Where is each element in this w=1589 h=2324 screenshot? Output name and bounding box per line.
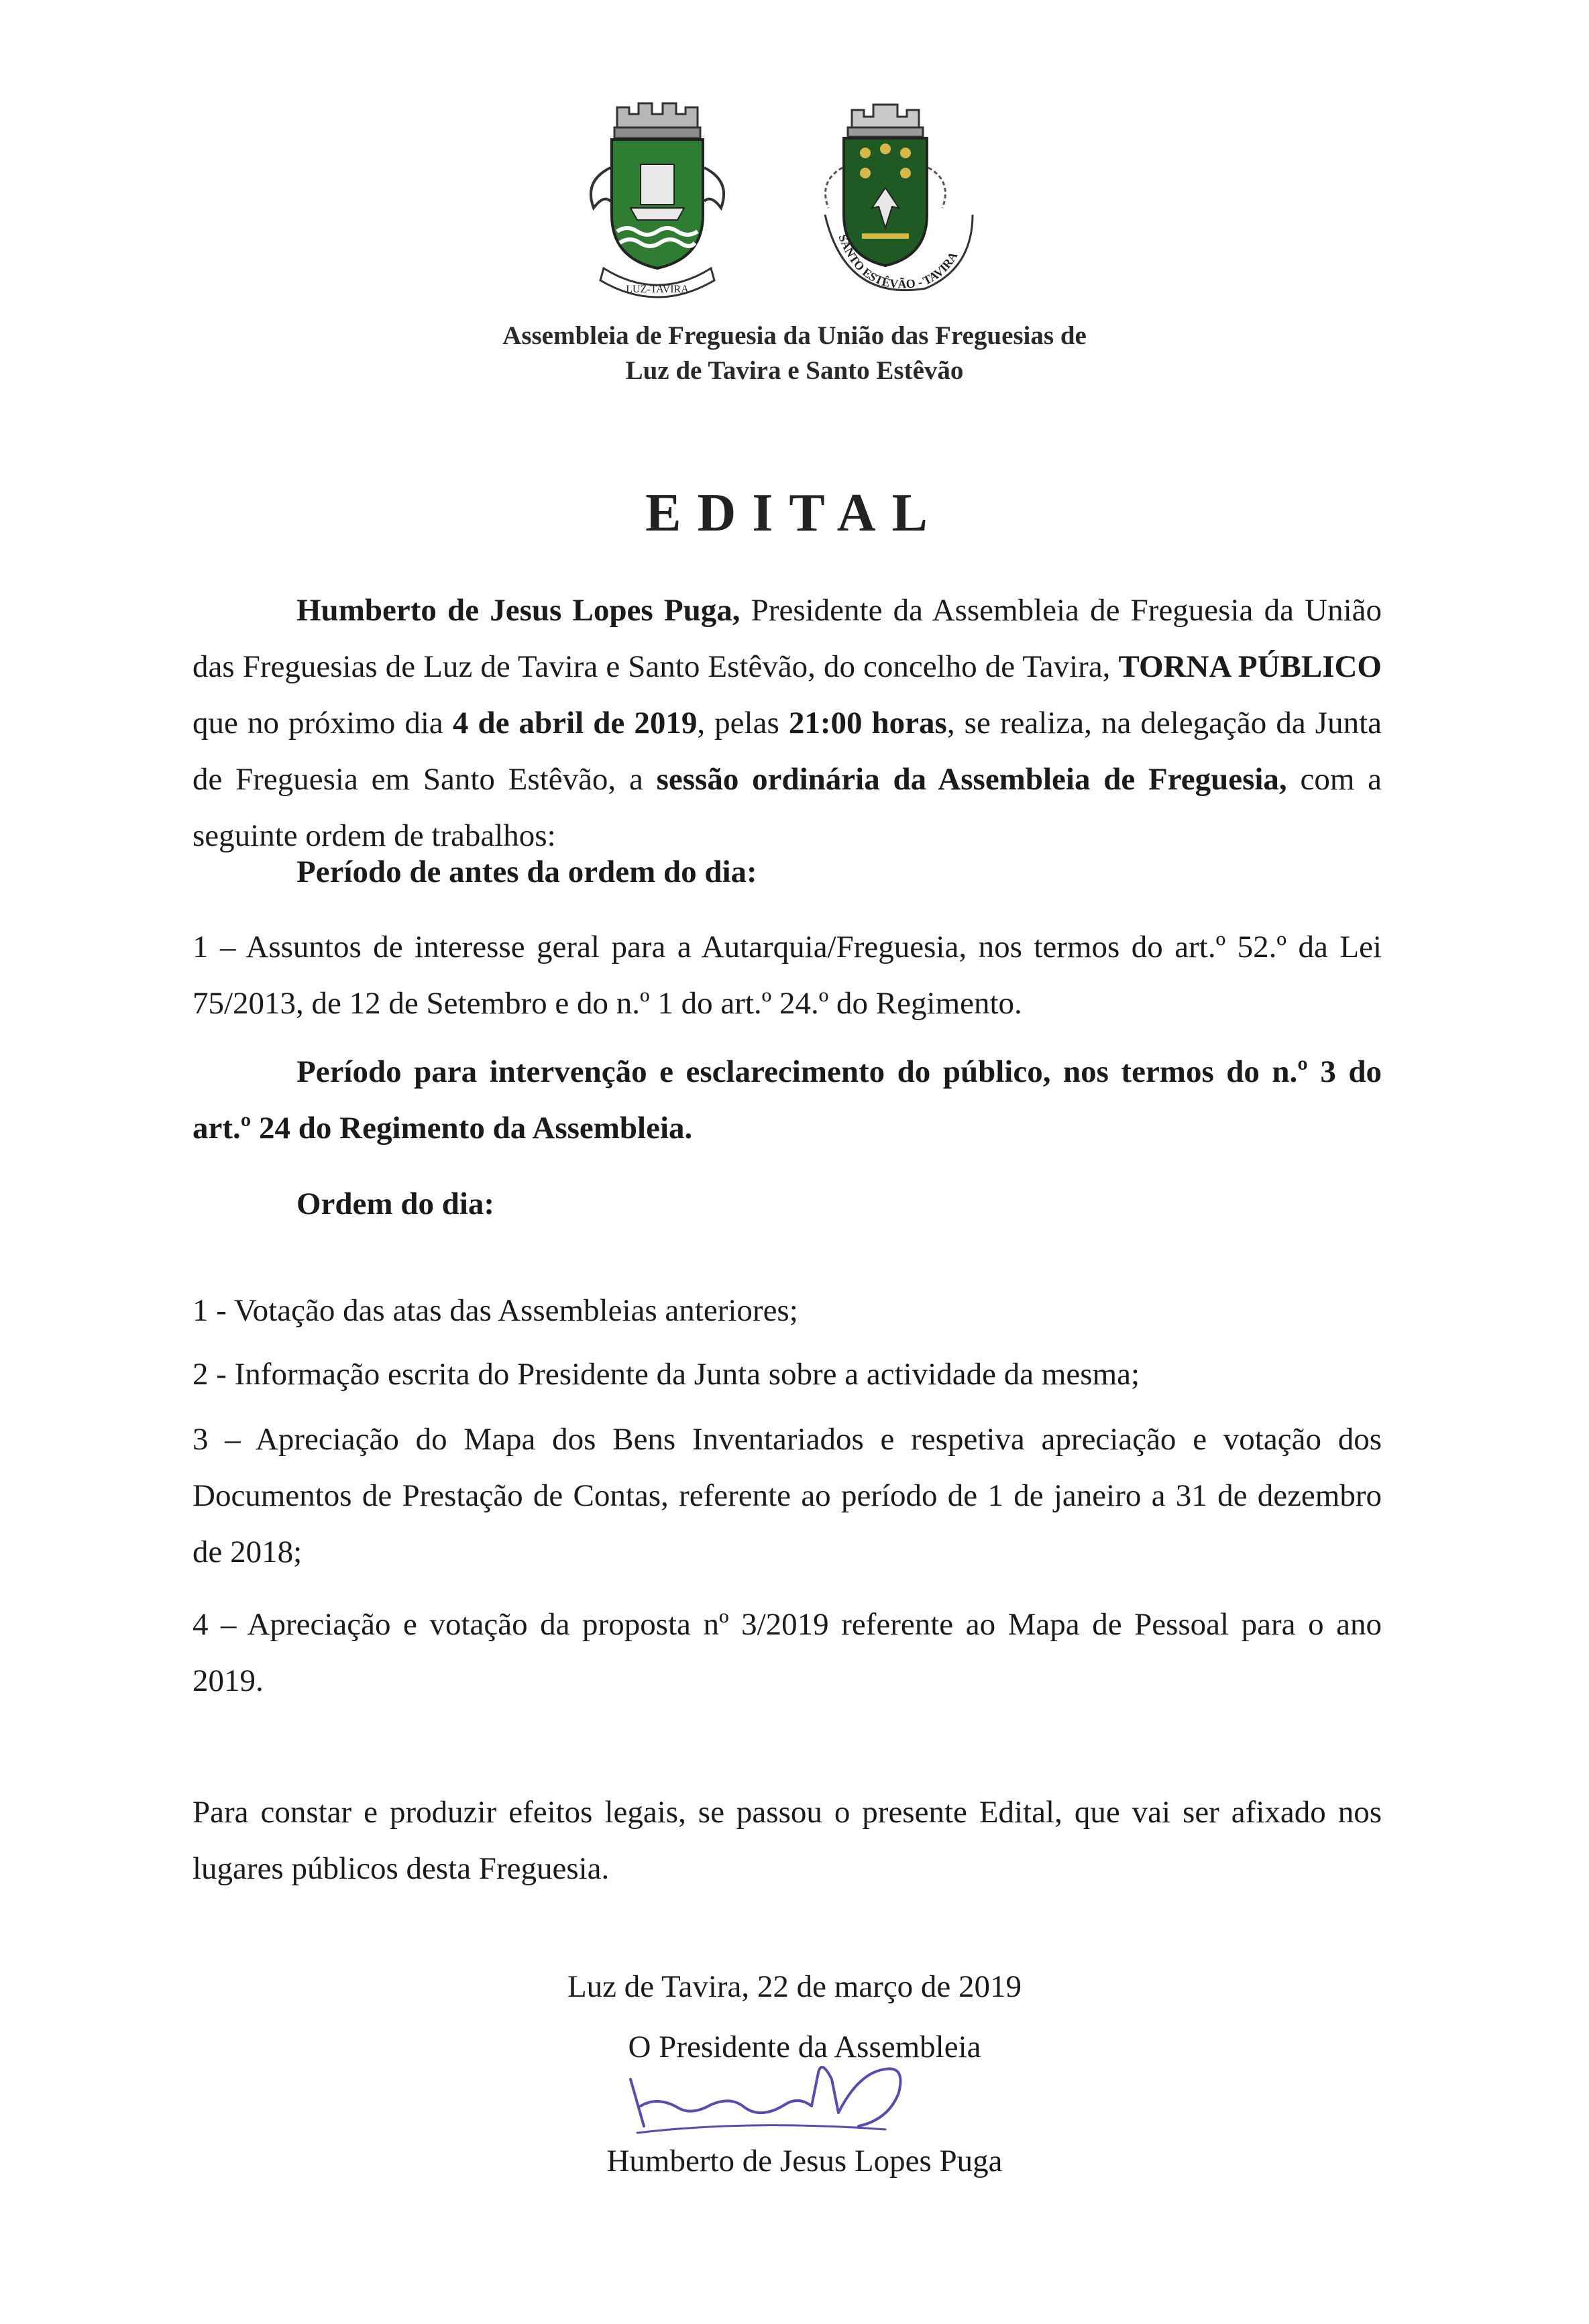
intro-text-5: com a seguinte ordem de trabalhos: — [193, 762, 1382, 853]
luz-tavira-crest — [591, 103, 724, 297]
signatory-name: Humberto de Jesus Lopes Puga — [606, 2144, 1003, 2178]
torna-publico: TORNA PÚBLICO — [1118, 649, 1382, 684]
antes-item-1: 1 – Assuntos de interesse geral para a Autarquia/Freguesia, nos termos do art.º 52.º da Lei 75/2013, de 12 de Setembro e do n.º 1 do art.º 24.º do Regimento. — [193, 930, 1382, 1021]
public-intervention: Período para intervenção e esclarecimento do público, nos termos do n.º 3 do art.º 24 do Regimento da Assembleia. — [193, 1054, 1382, 1146]
agenda-item-1: 1 - Votação das atas das Assembleias anteriores; — [193, 1293, 798, 1328]
president-name: Humberto de Jesus Lopes Puga, — [296, 593, 741, 628]
session-date: 4 de abril de 2019 — [452, 706, 698, 740]
closing-paragraph: Para constar e produzir efeitos legais, se passou o presente Edital, que vai ser afixado nos lugares públicos desta Freguesia. — [193, 1795, 1382, 1886]
document-title: EDITAL — [645, 484, 944, 543]
session-time: 21:00 horas — [788, 706, 947, 740]
header-line-1: Assembleia de Freguesia da União das Freguesias de — [502, 321, 1087, 350]
handwritten-signature — [617, 2032, 966, 2160]
intro-text-2: que no próximo dia — [193, 706, 453, 740]
intro-text-4: , se realiza, na delegação da Junta de Freguesia em Santo Estêvão, a — [193, 706, 1382, 797]
intro-text-1: Presidente da Assembleia de Freguesia da União das Freguesias de Luz de Tavira e Santo Estêvão, do concelho de Tavira, — [193, 593, 1382, 684]
agenda-item-2: 2 - Informação escrita do Presidente da Junta sobre a actividade da mesma; — [193, 1357, 1140, 1392]
place-and-date: Luz de Tavira, 22 de março de 2019 — [567, 1969, 1022, 2004]
agenda-item-4: 4 – Apreciação e votação da proposta nº 3/2019 referente ao Mapa de Pessoal para o ano 2019. — [193, 1607, 1382, 1698]
signatory-role: O Presidente da Assembleia — [628, 2030, 981, 2064]
session-type: sessão ordinária da Assembleia de Freguesia, — [656, 762, 1287, 797]
santo-estevao-crest — [825, 105, 973, 290]
intro-paragraph — [193, 582, 1382, 864]
agenda-item-3: 3 – Apreciação do Mapa dos Bens Inventariados e respetiva apreciação e votação dos Documentos de Prestação de Contas, referente ao período de 1 de janeiro a 31 de dezembro de 2018; — [193, 1422, 1382, 1569]
svg-text:SANTO ESTÊVÃO - TAVIRA: SANTO ESTÊVÃO - TAVIRA — [836, 232, 961, 291]
svg-text:LUZ-TAVIRA: LUZ-TAVIRA — [626, 284, 689, 295]
header-line-2: Luz de Tavira e Santo Estêvão — [625, 356, 964, 385]
intro-text-3: , pelas — [697, 706, 789, 740]
heading-ordem-do-dia: Ordem do dia: — [296, 1186, 495, 1221]
heading-antes-ordem: Período de antes da ordem do dia: — [296, 854, 757, 889]
coats-of-arms — [577, 101, 1020, 332]
